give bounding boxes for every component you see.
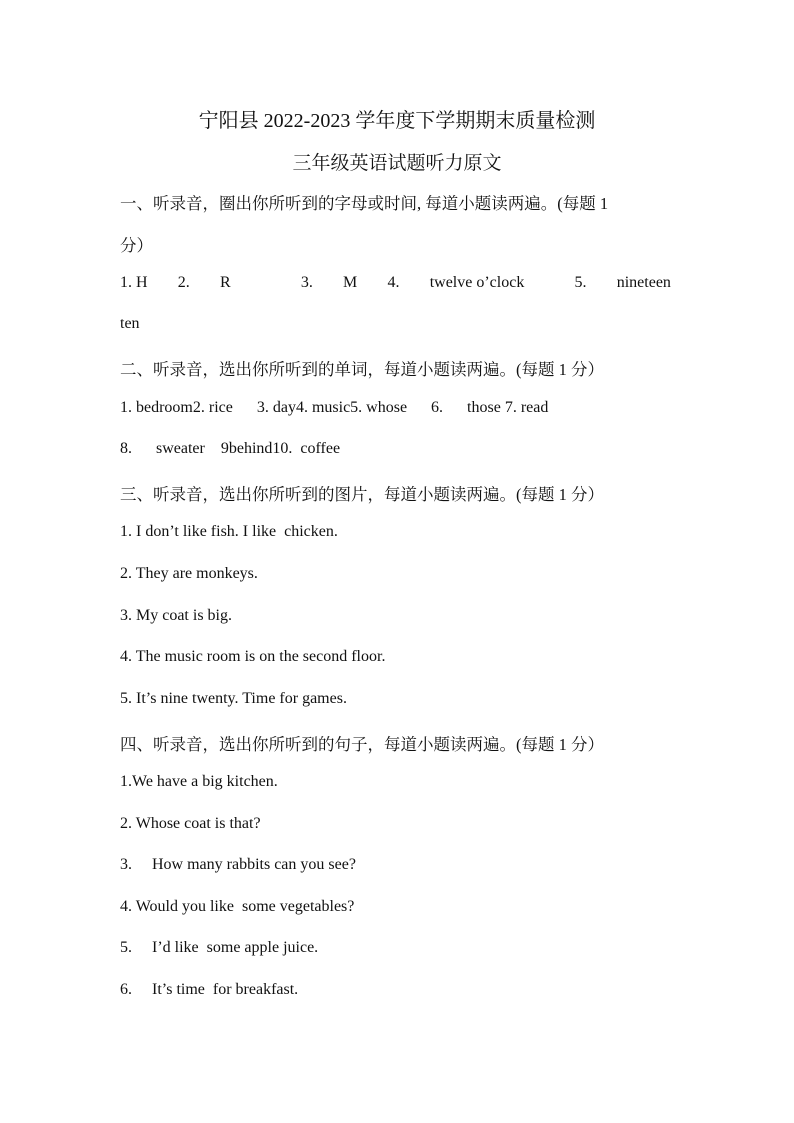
part1-item: twelve o’clock [429,274,525,291]
document-subtitle: 三年级英语试题听力原文 [292,153,502,174]
part1-heading: 一、听录音，圈出你所听到的字母或时间, 每道小题读两遍。(每题 1 [120,194,609,213]
part1-item: 5. [574,274,587,291]
part1-item: 2. [177,274,190,291]
part3-sentence: 4. The music room is on the second floor. [120,648,386,665]
part4-sentence: 4. Would you like some vegetables? [120,898,355,915]
part1-item: M [343,274,358,291]
part2-line: 8. sweater 9behind10. coffee [120,440,341,457]
part3-heading: 三、听录音，选出你所听到的图片，每道小题读两遍。(每题 1 分） [120,485,604,504]
part1-wrap: ten [120,315,140,332]
part1-heading-cont: 分） [120,236,153,255]
part3-sentence: 3. My coat is big. [120,607,232,624]
part4-sentence: 3. How many rabbits can you see? [120,856,356,873]
part3-sentence: 2. They are monkeys. [120,565,258,582]
part4-sentence: 5. I’d like some apple juice. [120,939,319,956]
part1-item: 3. [300,274,313,291]
part2-line: 1. bedroom2. rice 3. day4. music5. whose 6. those 7. read [120,399,549,416]
part1-item: 4. [387,274,400,291]
part1-items-row [120,274,671,292]
part1-item: 1. H [120,274,148,291]
part4-sentence: 2. Whose coat is that? [120,815,261,832]
part4-heading: 四、听录音，选出你所听到的句子，每道小题读两遍。(每题 1 分） [120,735,604,754]
part3-sentence: 5. It’s nine twenty. Time for games. [120,690,347,707]
document-title: 宁阳县 2022-2023 学年度下学期期末质量检测 [198,110,596,132]
part4-sentence: 6. It’s time for breakfast. [120,981,299,998]
part1-item: R [219,274,231,291]
part2-heading: 二、听录音，选出你所听到的单词，每道小题读两遍。(每题 1 分） [120,360,604,379]
part1-item: nineteen [616,274,671,291]
part4-sentence: 1.We have a big kitchen. [120,773,278,790]
part3-sentence: 1. I don’t like fish. I like chicken. [120,523,338,540]
